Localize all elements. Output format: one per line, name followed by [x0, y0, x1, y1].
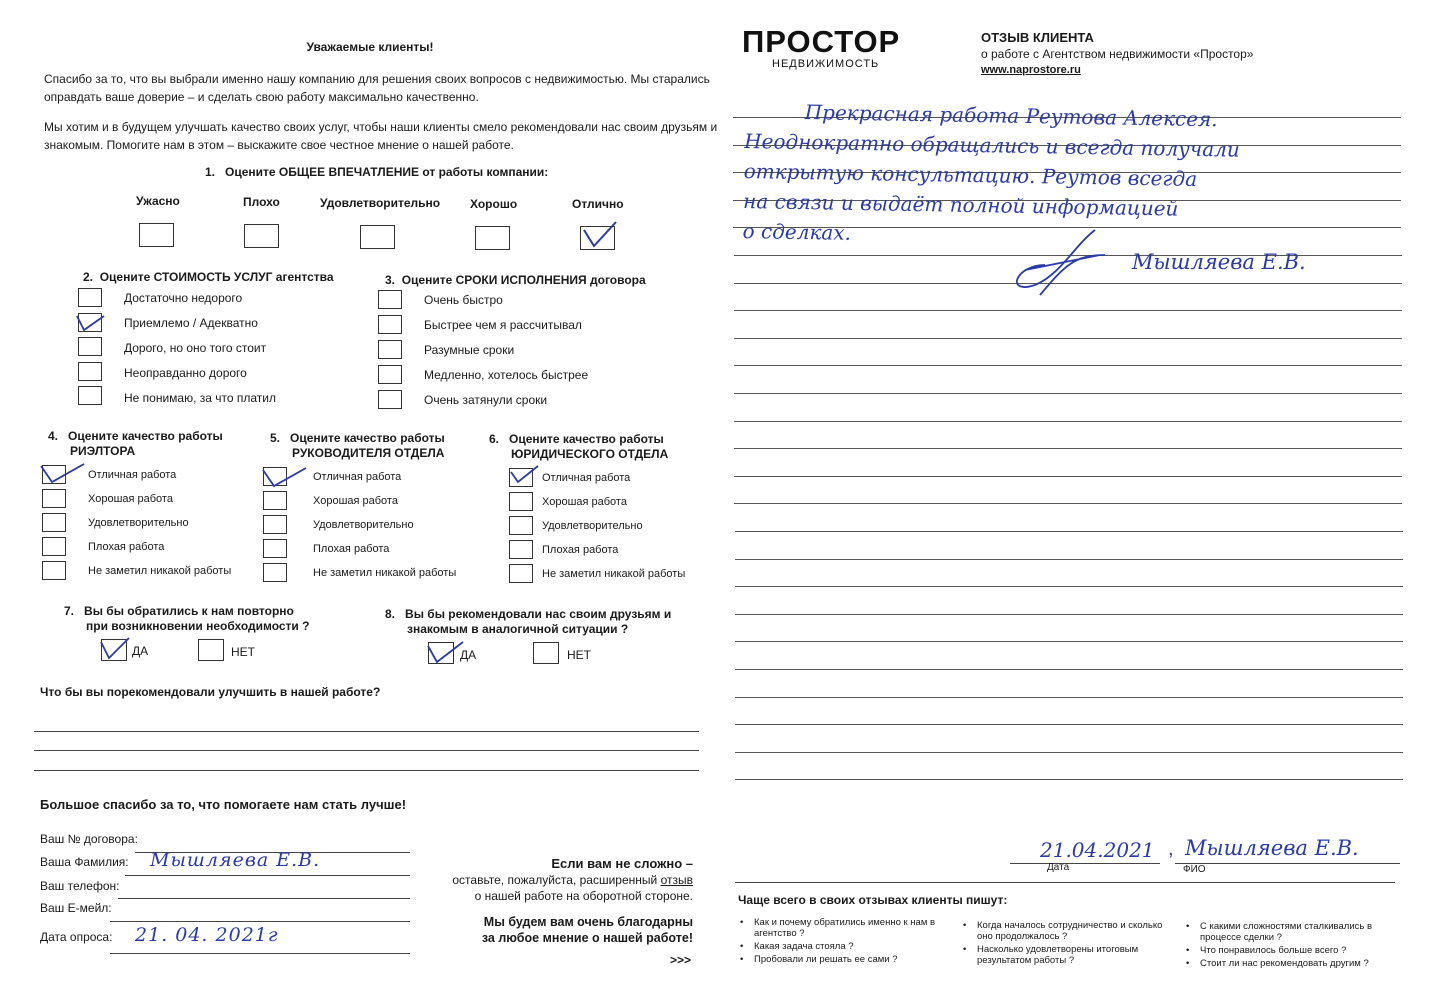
cta-line-4: Мы будем вам очень благодарны [483, 915, 693, 929]
q1-checkbox-bad[interactable] [244, 224, 279, 248]
surname-field [125, 875, 410, 876]
q6-checkbox[interactable] [509, 492, 533, 511]
ruled-line [734, 476, 1402, 477]
q1-number: 1. [205, 165, 216, 179]
q6-option-label: Плохая работа [542, 544, 619, 556]
hints-column-3 [1186, 921, 1386, 971]
q2-option-label: Дорого, но оно того стоит [124, 341, 267, 355]
review-subtitle: о работе с Агентством недвижимости «Простор» [981, 47, 1254, 61]
q2-checkbox[interactable] [78, 337, 102, 356]
checkmark-icon [38, 458, 88, 486]
ruled-line [735, 779, 1403, 780]
cta-line-1: Если вам не сложно – [551, 856, 693, 871]
hints-column-2 [963, 920, 1163, 968]
q2-checkbox[interactable] [78, 362, 102, 381]
ruled-line [735, 559, 1403, 560]
survey-date-value[interactable]: 21. 04. 2021г [135, 924, 279, 946]
q1-checkbox-satisfactory[interactable] [360, 225, 395, 249]
improve-line [34, 770, 699, 771]
q3-checkbox[interactable] [378, 290, 402, 309]
ruled-line [735, 531, 1403, 532]
date-field [110, 953, 410, 954]
q1-option-label: Отлично [572, 197, 624, 211]
intro-1-line-2: оправдать ваше доверие – и сделать свою работу максимально качественно. [44, 90, 479, 104]
q2-title [83, 270, 334, 284]
q5-checkbox[interactable] [263, 539, 287, 558]
review-link[interactable]: отзыв [660, 873, 693, 887]
improve-line [34, 731, 699, 732]
date-line [1010, 863, 1160, 864]
q4-number: 4. [48, 429, 59, 443]
q6-option-label: Не заметил никакой работы [542, 568, 686, 580]
q3-option-label: Разумные сроки [424, 343, 515, 357]
ruled-line [734, 448, 1402, 449]
q4-option-label: Удовлетворительно [88, 517, 189, 529]
q8-title-line-1: Вы бы рекомендовали нас своим друзьям и [405, 607, 672, 621]
q8-number: 8. [385, 607, 396, 621]
q1-title-text: Оцените ОБЩЕЕ ВПЕЧАТЛЕНИЕ от работы компании: [225, 165, 549, 179]
improve-line [34, 750, 699, 751]
q1-checkbox-good[interactable] [475, 226, 510, 250]
ruled-line [734, 365, 1402, 366]
q6-checkbox[interactable] [509, 516, 533, 535]
intro-2-line-2: знакомым. Помогите нам в этом – выскажите свое честное мнение о нашей работе. [44, 138, 514, 152]
review-line: Прекрасная работа Реутова Алексея. [804, 100, 1218, 132]
q5-checkbox[interactable] [263, 563, 287, 582]
q3-checkbox[interactable] [378, 365, 402, 384]
q6-checkbox[interactable] [509, 540, 533, 559]
review-line: открытую консультацию. Реутов всегда [743, 158, 1198, 191]
q5-title-line-1: Оцените качество работы [290, 431, 445, 445]
checkmark-icon [425, 640, 465, 666]
email-label: Ваш Е-мейл: [40, 901, 112, 915]
review-text[interactable] [742, 96, 1240, 255]
hint-item: • Какая задача стояла ? [740, 941, 940, 952]
ruled-line [735, 614, 1403, 615]
logo-subtext: НЕДВИЖИМОСТЬ [772, 58, 880, 70]
q1-option-label: Ужасно [136, 194, 180, 208]
checkmark-icon [580, 218, 620, 252]
date-caption: Дата [1047, 862, 1070, 873]
improve-question: Что бы вы порекомендовали улучшить в нашей работе? [40, 685, 381, 699]
hint-item: • Когда началось сотрудничество и сколько оно продолжалось ? [963, 920, 1163, 942]
hint-item: • Что понравилось больше всего ? [1186, 945, 1386, 956]
checkmark-icon [508, 464, 542, 486]
hint-item: • Как и почему обратились именно к нам в агентство ? [740, 917, 940, 939]
q6-option-label: Хорошая работа [542, 496, 627, 508]
q6-option-label: Отличная работа [542, 472, 631, 484]
q8-no-label: НЕТ [567, 648, 591, 662]
hints-column-1 [740, 917, 940, 967]
q3-title-text: Оцените СРОКИ ИСПОЛНЕНИЯ договора [401, 273, 646, 287]
q2-number: 2. [83, 270, 94, 284]
q4-option-label: Отличная работа [88, 469, 177, 481]
q3-number: 3. [385, 273, 396, 287]
hint-item: • Насколько удовлетворены итоговым результатом работы ? [963, 944, 1163, 966]
q7-no-label: НЕТ [231, 645, 255, 659]
cta-line-2-text: оставьте, пожалуйста, расширенный [452, 873, 661, 887]
q3-checkbox[interactable] [378, 340, 402, 359]
q5-number: 5. [270, 431, 281, 445]
cta-line-3: о нашей работе на оборотной стороне. [474, 889, 693, 903]
q5-option-label: Удовлетворительно [313, 519, 414, 531]
cta-line-2 [420, 872, 693, 888]
date-label: Дата опроса: [40, 930, 113, 944]
q5-title-line-2: РУКОВОДИТЕЛЯ ОТДЕЛА [292, 446, 445, 460]
feedback-cta [420, 856, 693, 968]
q4-checkbox[interactable] [42, 537, 66, 556]
hint-item: • С какими сложностями сталкивались в процессе сделки ? [1186, 921, 1386, 943]
q4-checkbox[interactable] [42, 561, 66, 580]
signature-icon [1005, 225, 1115, 305]
hint-item: • Пробовали ли решать ее сами ? [740, 954, 940, 965]
q7-number: 7. [64, 604, 75, 618]
q1-option-label: Хорошо [470, 197, 518, 211]
q4-checkbox[interactable] [42, 489, 66, 508]
ruled-line [735, 697, 1403, 698]
thanks-heading: Большое спасибо за то, что помогаете нам стать лучше! [40, 797, 407, 812]
q6-title-line-2: ЮРИДИЧЕСКОГО ОТДЕЛА [511, 447, 669, 461]
cta-line-5: за любое мнение о нашей работе! [481, 931, 693, 945]
q8-title-line-2: знакомым в аналогичной ситуации ? [407, 622, 629, 636]
ruled-line [735, 724, 1403, 725]
checkmark-icon [74, 308, 106, 334]
q8-no-checkbox[interactable] [533, 642, 559, 664]
review-header [981, 30, 1253, 78]
ruled-line [734, 310, 1402, 311]
q8-title [385, 607, 671, 637]
intro-2-line-1: Мы хотим и в будущем улучшать качество своих услуг, чтобы наши клиенты смело рекомендовали нас своим друзьям и [44, 120, 718, 134]
fio-line [1175, 863, 1400, 864]
hint-item: • Стоит ли нас рекомендовать другим ? [1186, 958, 1386, 969]
q3-option-label: Быстрее чем я рассчитывал [424, 318, 582, 332]
q3-title [385, 273, 646, 287]
q4-title-line-2: РИЭЛТОРА [70, 444, 136, 458]
surname-label: Ваша Фамилия: [40, 855, 129, 869]
q5-option-label: Хорошая работа [313, 495, 398, 507]
q5-title [270, 431, 445, 461]
q7-title [64, 604, 309, 634]
q8-yes-label: ДА [460, 648, 477, 662]
checkmark-icon [98, 636, 132, 662]
arrows-icon: >>> [669, 953, 691, 967]
q4-option-label: Не заметил никакой работы [88, 565, 232, 577]
review-line: о сделках. [742, 218, 852, 245]
surname-value[interactable]: Мышляева Е.В. [150, 849, 321, 871]
q2-option-label: Неоправданно дорого [124, 366, 247, 380]
q1-option-label: Удовлетворительно [320, 196, 441, 210]
greeting-heading: Уважаемые клиенты! [306, 40, 434, 54]
q3-checkbox[interactable] [378, 390, 402, 409]
ruled-line [735, 641, 1403, 642]
q6-option-label: Удовлетворительно [542, 520, 643, 532]
ruled-line [734, 393, 1402, 394]
ruled-line [734, 503, 1402, 504]
q6-checkbox[interactable] [509, 564, 533, 583]
q5-option-label: Не заметил никакой работы [313, 567, 457, 579]
q1-checkbox-awful[interactable] [139, 223, 174, 247]
q3-option-label: Очень затянули сроки [424, 393, 548, 407]
q4-checkbox[interactable] [42, 513, 66, 532]
hints-title: Чаще всего в своих отзывах клиенты пишут: [738, 893, 1008, 907]
phone-label: Ваш телефон: [40, 879, 120, 893]
q6-title-line-1: Оцените качество работы [509, 432, 664, 446]
review-title: ОТЗЫВ КЛИЕНТА [981, 30, 1094, 45]
q7-yes-label: ДА [132, 644, 149, 658]
logo-text: ПРОСТОР [742, 24, 901, 59]
q2-checkbox[interactable] [78, 386, 102, 405]
intro-paragraph-1 [44, 70, 724, 106]
q5-option-label: Отличная работа [313, 471, 402, 483]
separator-line [735, 882, 1395, 883]
q3-checkbox[interactable] [378, 315, 402, 334]
website-link[interactable]: www.naprostore.ru [981, 64, 1081, 76]
q3-option-label: Медленно, хотелось быстрее [424, 368, 589, 382]
ruled-line [735, 752, 1403, 753]
q4-title-line-1: Оцените качество работы [68, 429, 223, 443]
q2-option-label: Приемлемо / Адекватно [124, 316, 258, 330]
q7-title-line-1: Вы бы обратились к нам повторно [84, 604, 294, 618]
ruled-line [734, 338, 1402, 339]
email-field[interactable] [110, 921, 410, 922]
q1-title [205, 165, 548, 179]
q4-option-label: Плохая работа [88, 541, 165, 553]
review-fio-value: Мышляева Е.В. [1185, 836, 1359, 860]
signature-name: Мышляева Е.В. [1132, 250, 1306, 274]
q2-checkbox[interactable] [78, 288, 102, 307]
ruled-line [734, 421, 1402, 422]
q1-option-label: Плохо [243, 195, 280, 209]
contract-label: Ваш № договора: [40, 832, 138, 846]
fio-caption: ФИО [1183, 864, 1206, 875]
checkmark-icon [260, 462, 310, 490]
phone-field[interactable] [118, 898, 410, 899]
q3-option-label: Очень быстро [424, 293, 503, 307]
q7-no-checkbox[interactable] [198, 639, 224, 661]
review-line: Неоднократно обращались и всегда получали [744, 128, 1240, 162]
q2-option-label: Не понимаю, за что платил [124, 391, 277, 405]
q5-option-label: Плохая работа [313, 543, 390, 555]
q2-option-label: Достаточно недорого [124, 291, 243, 305]
q6-title [489, 432, 668, 462]
ruled-line [735, 669, 1403, 670]
q4-title [48, 429, 223, 459]
prostor-logo [742, 26, 900, 70]
q4-option-label: Хорошая работа [88, 493, 173, 505]
q7-title-line-2: при возникновении необходимости ? [86, 619, 310, 633]
intro-1-line-1: Спасибо за то, что вы выбрали именно нашу компанию для решения своих вопросов с недвижимостью. Мы старались [44, 72, 710, 86]
q6-number: 6. [489, 432, 500, 446]
ruled-line [735, 586, 1403, 587]
intro-paragraph-2 [44, 118, 724, 154]
q5-checkbox[interactable] [263, 491, 287, 510]
review-line: на связи и выдаёт полной информацией [742, 188, 1179, 221]
q2-title-text: Оцените СТОИМОСТЬ УСЛУГ агентства [99, 270, 334, 284]
q5-checkbox[interactable] [263, 515, 287, 534]
separator: , [1168, 838, 1174, 860]
review-date-value: 21.04.2021 [1040, 838, 1155, 862]
